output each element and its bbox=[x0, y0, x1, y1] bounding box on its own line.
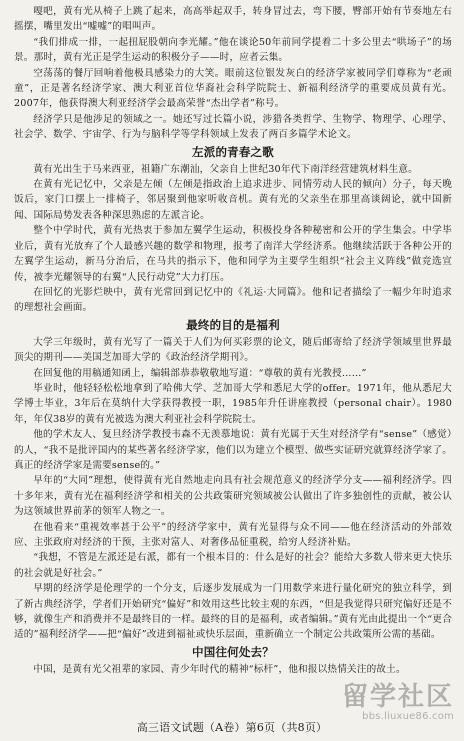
intro-section bbox=[14, 4, 452, 143]
section-paragraph: 在回忆的光影烂映中，黄有光常回到记忆中的《礼运·大同篇》。他和记者描绘了一幅少年时追求的理想社会画面。 bbox=[14, 286, 452, 314]
section-heading: 最终的目的是福利 bbox=[186, 317, 280, 332]
watermark bbox=[342, 683, 454, 723]
section-paragraph: 整个中学时代，黄有光热衷于参加左翼学生运动，积极投身各种秘密和公开的学生集会。中学毕业后，黄有光放弃了个人最感兴趣的数学和物理，报考了南洋大学经济系。他继续活跃于各种公开的左翼学生运动，新马分治后，在马共的指示下，他和同学为主要学生组织“社会主义阵线”做竞选宣传，被李光耀领导的右翼“人民行动党”大力打压。 bbox=[14, 225, 452, 283]
section-paragraph: 毕业时，他轻轻松松地拿到了哈佛大学、芝加哥大学和悉尼大学的offer。1971年，他从悉尼大学博士毕业，3年后在莫纳什大学获得教授一职，1985年升任讲座教授（personal chair）。1980年，年仅38岁的黄有光被选为澳大利亚社会科学院院士。 bbox=[14, 382, 452, 425]
page-footer: 高三语文试题（A卷）第6页（共8页） bbox=[136, 720, 328, 734]
intro-paragraph-1: 嘎吧，黄有光从椅子上跳了起来，高高举起双手，转身冒过去，弯下腰，臀部开始有节奏地左右摇摆，嘴里发出“嘘嘘”的唱叫声。 bbox=[14, 6, 452, 33]
section-paragraph: 在黄有光记忆中，父亲是左倾（左倾是指政治上追求进步、同情劳动人民的倾向）分子，每天晚饭后，家门口摆上一排椅子，邻居聚到他家听收音机。黄有光的父亲坐在那里高谈阔论，就中国新闻、国际局势发表各种深思熟虑的左派言论。 bbox=[14, 179, 452, 221]
section-leftist-youth bbox=[14, 144, 452, 316]
watermark-logo: 留学社区 bbox=[341, 682, 454, 712]
intro-paragraph-2: “我们排成一排，一起扭屁股朝向李光耀。”他在谈论50年前同学提着二十多公里去“哄场子”的场景。那时，黄有光正是学生运动的积极分子——时，应者云集。 bbox=[14, 36, 452, 64]
section-paragraph: 他的学术友人、复旦经济学教授韦森不无羡慕地说：黄有光属于天生对经济学有“sense”（感觉）的人，“我不是批评国内的某些著名经济学家，他们以为建立个模型、做些实证研究就算经济学家了。真正的经济学家是需要sense的。” bbox=[14, 429, 452, 471]
section-welfare bbox=[14, 317, 452, 643]
section-paragraph: 在回复他的用稿通知函上，编辑部恭恭敬敬地写道：“尊敬的黄有光教授……” bbox=[33, 367, 367, 379]
watermark-url: bbs.liuxue86.com bbox=[362, 711, 454, 722]
section-paragraph: 早年的“大同”理想，使得黄有光自然地走向具有社会规范意义的经济学分支——福利经济学。四十多年来，黄有光在福利经济学和相关的公共政策研究领域被公认做出了许多独创性的贡献，被公认为这领域世界前茅的领军人物之一。 bbox=[14, 475, 452, 518]
section-paragraph: 黄有光出生于马来西亚，祖籍广东潮汕，父亲自上世纪30年代下南洋经营建筑材料生意。 bbox=[33, 163, 418, 175]
section-paragraph: 中国，是黄有光父祖辈的家园、青少年时代的精神“标杆”，他和报以热情关注的故土。 bbox=[33, 663, 406, 675]
section-paragraph: 在他看来“重视效率甚于公平”的经济学家中，黄有光显得与众不同——他在经济活动的外部效应、主张政府对经济的干预，主张对富人、对奢侈品征重税，给穷人经济补贴。 bbox=[14, 521, 452, 548]
section-china bbox=[14, 644, 452, 677]
section-heading: 左派的青春之歌 bbox=[192, 144, 274, 159]
section-paragraph: 大学三年级时，黄有光写了一篇关于人们为何买彩票的论文，随后邮寄给了经济学领域里世界最顶尖的期刊——美国芝加哥大学的《政治经济学期刊》。 bbox=[14, 336, 452, 364]
section-paragraph: “我想，不管是左派还是右派，都有一个根本目的：什么是好的社会？能给大多数人带来更大快乐的社会就是好社会。” bbox=[14, 552, 452, 579]
intro-paragraph-4: 经济学只是他涉足的领域之一。她还写过长篇小说，涉猎各类哲学、生物学、物理学、心理学、社会学、数学、宇宙学、行为与脑科学等学科领域上发表了两百多篇学术论文。 bbox=[14, 113, 452, 141]
section-heading: 中国往何处去？ bbox=[192, 644, 274, 659]
intro-paragraph-3: 空荡荡的餐厅回响着他极具感染力的大笑。眼前这位银发灰白的经济学家被同学们尊称为“老顽童”，正是著名经济学家、澳大利亚首位华裔社会科学院院士、新福利经济学的重要成员黄有光。2007年，他获得澳大利亚经济学会最高荣誉“杰出学者”称号。 bbox=[14, 67, 452, 110]
section-paragraph: 早期的经济学是伦理学的一个分支，后逐步发展成为一门用数学来进行量化研究的独立科学，到了新古典经济学，学者们开始研究“偏好”和效用这些比较主观的东西，“但是我觉得只研究偏好还是不够，就像生产和消费并不是最终目的一样。最终的目的是福利，或者编辑。”黄有光由此提出一个“更合适的”福利经济学——把“偏好”改进到福祉或快乐层面，重新确立一个制定公共政策所公需的基础。 bbox=[14, 583, 452, 641]
